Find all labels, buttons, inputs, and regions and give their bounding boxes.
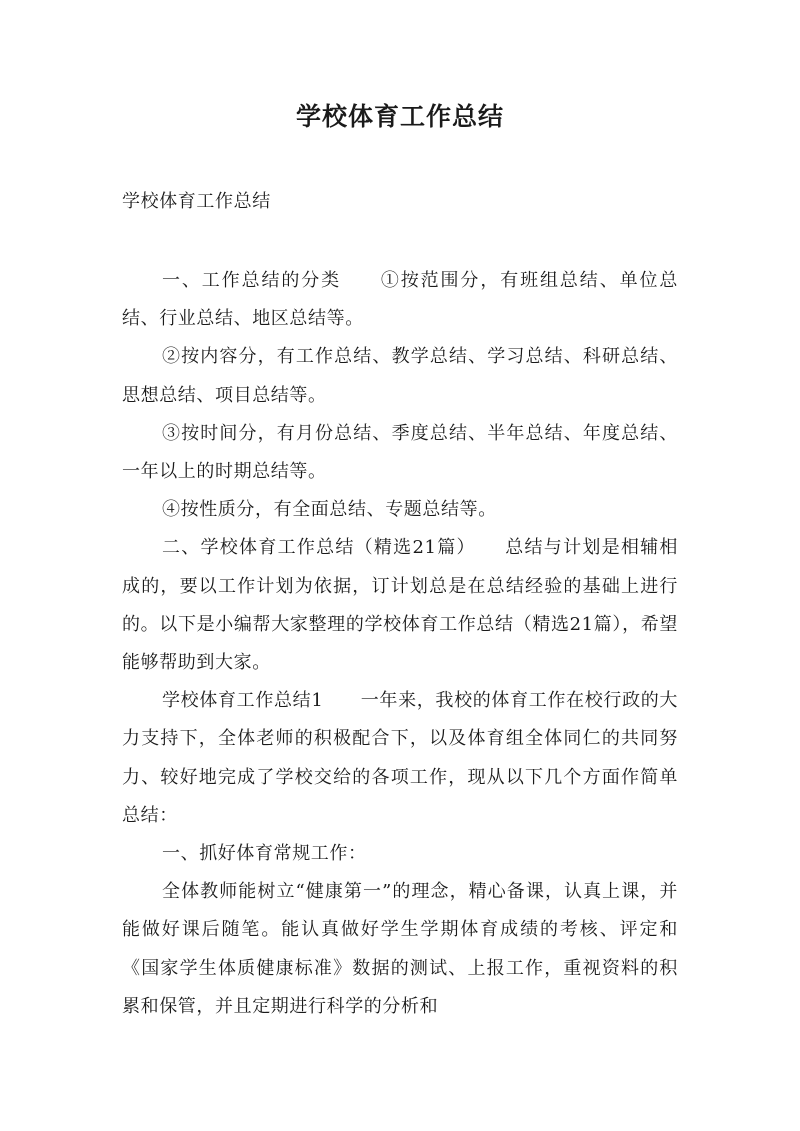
- paragraph-routine-detail: 全体教师能树立“健康第一”的理念，精心备课，认真上课，并能做好课后随笔。能认真做好学生学期体育成绩的考核、评定和《国家学生体质健康标准》数据的测试、上报工作，重视资料的积累和保管，并且定期进行科学的分析和: [122, 881, 678, 1017]
- document-subtitle: 学校体育工作总结: [122, 191, 271, 212]
- paragraph-by-content: ②按内容分，有工作总结、教学总结、学习总结、科研总结、思想总结、项目总结等。: [122, 346, 678, 406]
- document-body: [122, 262, 678, 1026]
- paragraph-summary-1: 学校体育工作总结1 一年来，我校的体育工作在校行政的大力支持下，全体老师的积极配合下，以及体育组全体同仁的共同努力、较好地完成了学校交给的各项工作，现从以下几个方面作简单总结：: [122, 690, 678, 826]
- paragraph-heading-routine: 一、抓好体育常规工作：: [162, 843, 367, 865]
- paragraph-by-time: ③按时间分，有月份总结、季度总结、半年总结、年度总结、一年以上的时期总结等。: [122, 422, 678, 483]
- paragraph-by-nature: ④按性质分，有全面总结、专题总结等。: [162, 499, 497, 521]
- paragraph-classification: 一、工作总结的分类 ①按范围分，有班组总结、单位总结、行业总结、地区总结等。: [122, 270, 678, 330]
- paragraph-intro: 二、学校体育工作总结（精选21篇） 总结与计划是相辅相成的，要以工作计划为依据，订计划总是在总结经验的基础上进行的。以下是小编帮大家整理的学校体育工作总结（精选21篇），希望能够帮助到大家。: [122, 537, 678, 674]
- document-title: 学校体育工作总结: [295, 102, 504, 131]
